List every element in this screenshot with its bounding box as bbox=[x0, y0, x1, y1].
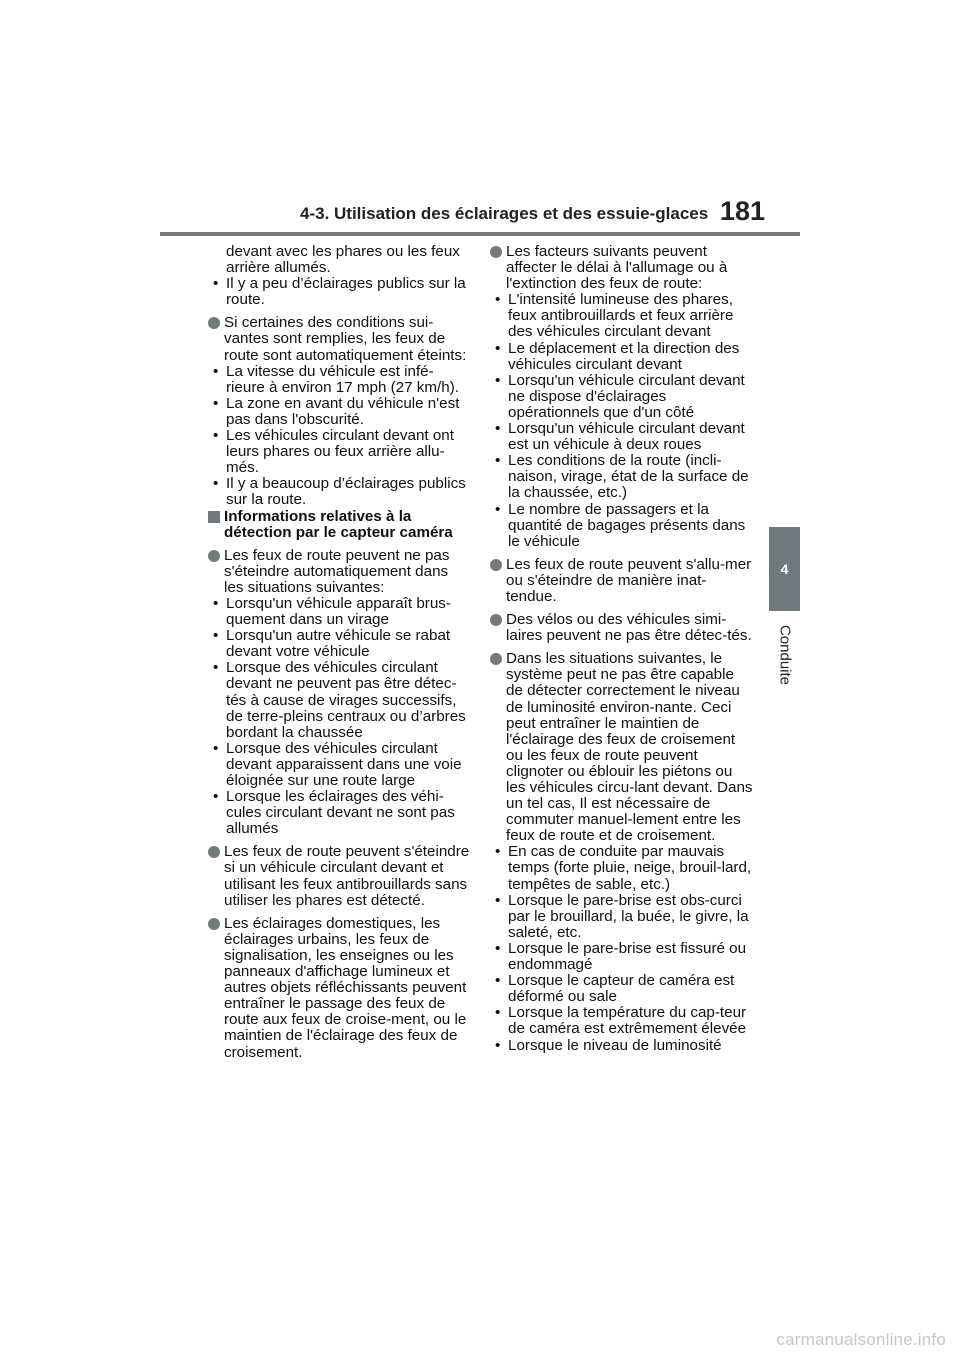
paragraph-text: Dans les situations suivantes, le système peut ne pas être capable de détecter correctement le niveau de luminosité environ-nante. Ceci peut entraîner le maintien de l'éclairage des feux de croisement ou les feux de route peuvent clignoter ou éblouir les piétons ou les véhicules circu-lant devant. Dans un tel cas, Il est nécessaire de commuter manuel-lement entre les feux de route et de croisement. bbox=[506, 650, 753, 845]
bullet-item: • Le déplacement et la direction des véhicules circulant devant bbox=[490, 341, 755, 373]
circle-bullet-icon bbox=[208, 317, 220, 329]
dot-paragraph bbox=[490, 244, 755, 292]
dot-paragraph bbox=[208, 916, 470, 1061]
bullet-item: • Lorsque des véhicules circulant devant ne peuvent pas être détec-tés à cause de virages successifs, de terre-pleins centraux ou d’arbres bordant la chaussée bbox=[208, 660, 470, 740]
bullet-item: • Il y a peu d’éclairages publics sur la route. bbox=[208, 276, 470, 308]
bullet-item: • La zone en avant du véhicule n'est pas dans l'obscurité. bbox=[208, 396, 470, 428]
bullet-item: • Lorsque les éclairages des véhi-cules circulant devant ne sont pas allumés bbox=[208, 789, 470, 837]
bullet-item: • Lorsqu'un véhicule circulant devant est un véhicule à deux roues bbox=[490, 421, 755, 453]
dot-paragraph bbox=[490, 612, 755, 644]
bullet-item: • Lorsque le pare-brise est fissuré ou endommagé bbox=[490, 941, 755, 973]
bullet-item: • Lorsque la température du cap-teur de caméra est extrêmement élevée bbox=[490, 1005, 755, 1037]
bullet-item: • En cas de conduite par mauvais temps (forte pluie, neige, brouil-lard, tempêtes de sable, etc.) bbox=[490, 844, 755, 892]
dot-paragraph bbox=[208, 548, 470, 596]
bullet-item: • Lorsqu'un autre véhicule se rabat devant votre véhicule bbox=[208, 628, 470, 660]
paragraph-text: Des vélos ou des véhicules simi-laires peuvent ne pas être détec-tés. bbox=[506, 611, 752, 645]
left-column bbox=[208, 244, 470, 1061]
paragraph-text: Les éclairages domestiques, les éclairages urbains, les feux de signalisation, les enseignes ou les panneaux d'affichage lumineux et autres objets réfléchissants peuvent entraîner le passage des feux de route aux feux de croise-ment, ou le maintien de l'éclairage des feux de croisement. bbox=[224, 914, 467, 1061]
dot-paragraph bbox=[208, 315, 470, 363]
square-bullet-icon bbox=[208, 511, 220, 523]
bullet-item: • Les conditions de la route (incli-naison, virage, état de la surface de la chaussée, etc.) bbox=[490, 453, 755, 501]
continuation-text: devant avec les phares ou les feux arrière allumés. bbox=[226, 243, 460, 277]
bullet-item: • Lorsque le pare-brise est obs-curci par le brouillard, la buée, le givre, la saleté, etc. bbox=[490, 893, 755, 941]
circle-bullet-icon bbox=[208, 918, 220, 930]
page-number: 181 bbox=[720, 196, 766, 226]
dot-paragraph bbox=[208, 844, 470, 908]
bullet-item: • Lorsque le niveau de luminosité bbox=[490, 1038, 755, 1054]
bullet-item: • L'intensité lumineuse des phares, feux antibrouillards et feux arrière des véhicules circulant devant bbox=[490, 292, 755, 340]
paragraph-text: Les feux de route peuvent ne pas s'éteindre automatiquement dans les situations suivantes: bbox=[224, 546, 450, 596]
chapter-tab: 4 bbox=[769, 527, 800, 611]
circle-bullet-icon bbox=[490, 559, 502, 571]
paragraph-text: Les facteurs suivants peuvent affecter le délai à l'allumage ou à l'extinction des feux de route: bbox=[506, 243, 728, 293]
bullet-item: • Les véhicules circulant devant ont leurs phares ou feux arrière allu-més. bbox=[208, 428, 470, 476]
bullet-item: • Lorsqu'un véhicule circulant devant ne dispose d'éclairages opérationnels que d'un côté bbox=[490, 373, 755, 421]
header-rule bbox=[160, 232, 800, 236]
bullet-item: • Lorsque le capteur de caméra est déformé ou sale bbox=[490, 973, 755, 1005]
watermark: carmanualsonline.info bbox=[776, 1330, 946, 1349]
section-heading-text: Informations relatives à la détection par le capteur caméra bbox=[224, 507, 453, 541]
bullet-item: • Le nombre de passagers et la quantité de bagages présents dans le véhicule bbox=[490, 502, 755, 550]
bullet-item: • La vitesse du véhicule est infé-rieure à environ 17 mph (27 km/h). bbox=[208, 364, 470, 396]
dot-paragraph bbox=[490, 557, 755, 605]
header-title: 4-3. Utilisation des éclairages et des essuie-glaces bbox=[300, 204, 709, 223]
section-heading bbox=[208, 509, 470, 541]
paragraph-text: Les feux de route peuvent s'allu-mer ou s'éteindre de manière inat-tendue. bbox=[506, 555, 752, 605]
dot-paragraph bbox=[490, 651, 755, 844]
circle-bullet-icon bbox=[490, 653, 502, 665]
bullet-item: • Lorsqu'un véhicule apparaît brus-quement dans un virage bbox=[208, 596, 470, 628]
bullet-item: • Lorsque des véhicules circulant devant apparaissent dans une voie éloignée sur une route large bbox=[208, 741, 470, 789]
circle-bullet-icon bbox=[490, 614, 502, 626]
paragraph-text: Si certaines des conditions sui-vantes sont remplies, les feux de route sont automatiquement éteints: bbox=[224, 314, 467, 364]
circle-bullet-icon bbox=[208, 550, 220, 562]
circle-bullet-icon bbox=[490, 246, 502, 258]
right-column bbox=[490, 244, 755, 1054]
paragraph-text: Les feux de route peuvent s'éteindre si un véhicule circulant devant et utilisant les feux antibrouillards sans utiliser les phares est détecté. bbox=[224, 843, 470, 909]
circle-bullet-icon bbox=[208, 846, 220, 858]
chapter-name: Conduite bbox=[776, 624, 794, 686]
bullet-item: • Il y a beaucoup d’éclairages publics sur la route. bbox=[208, 476, 470, 508]
